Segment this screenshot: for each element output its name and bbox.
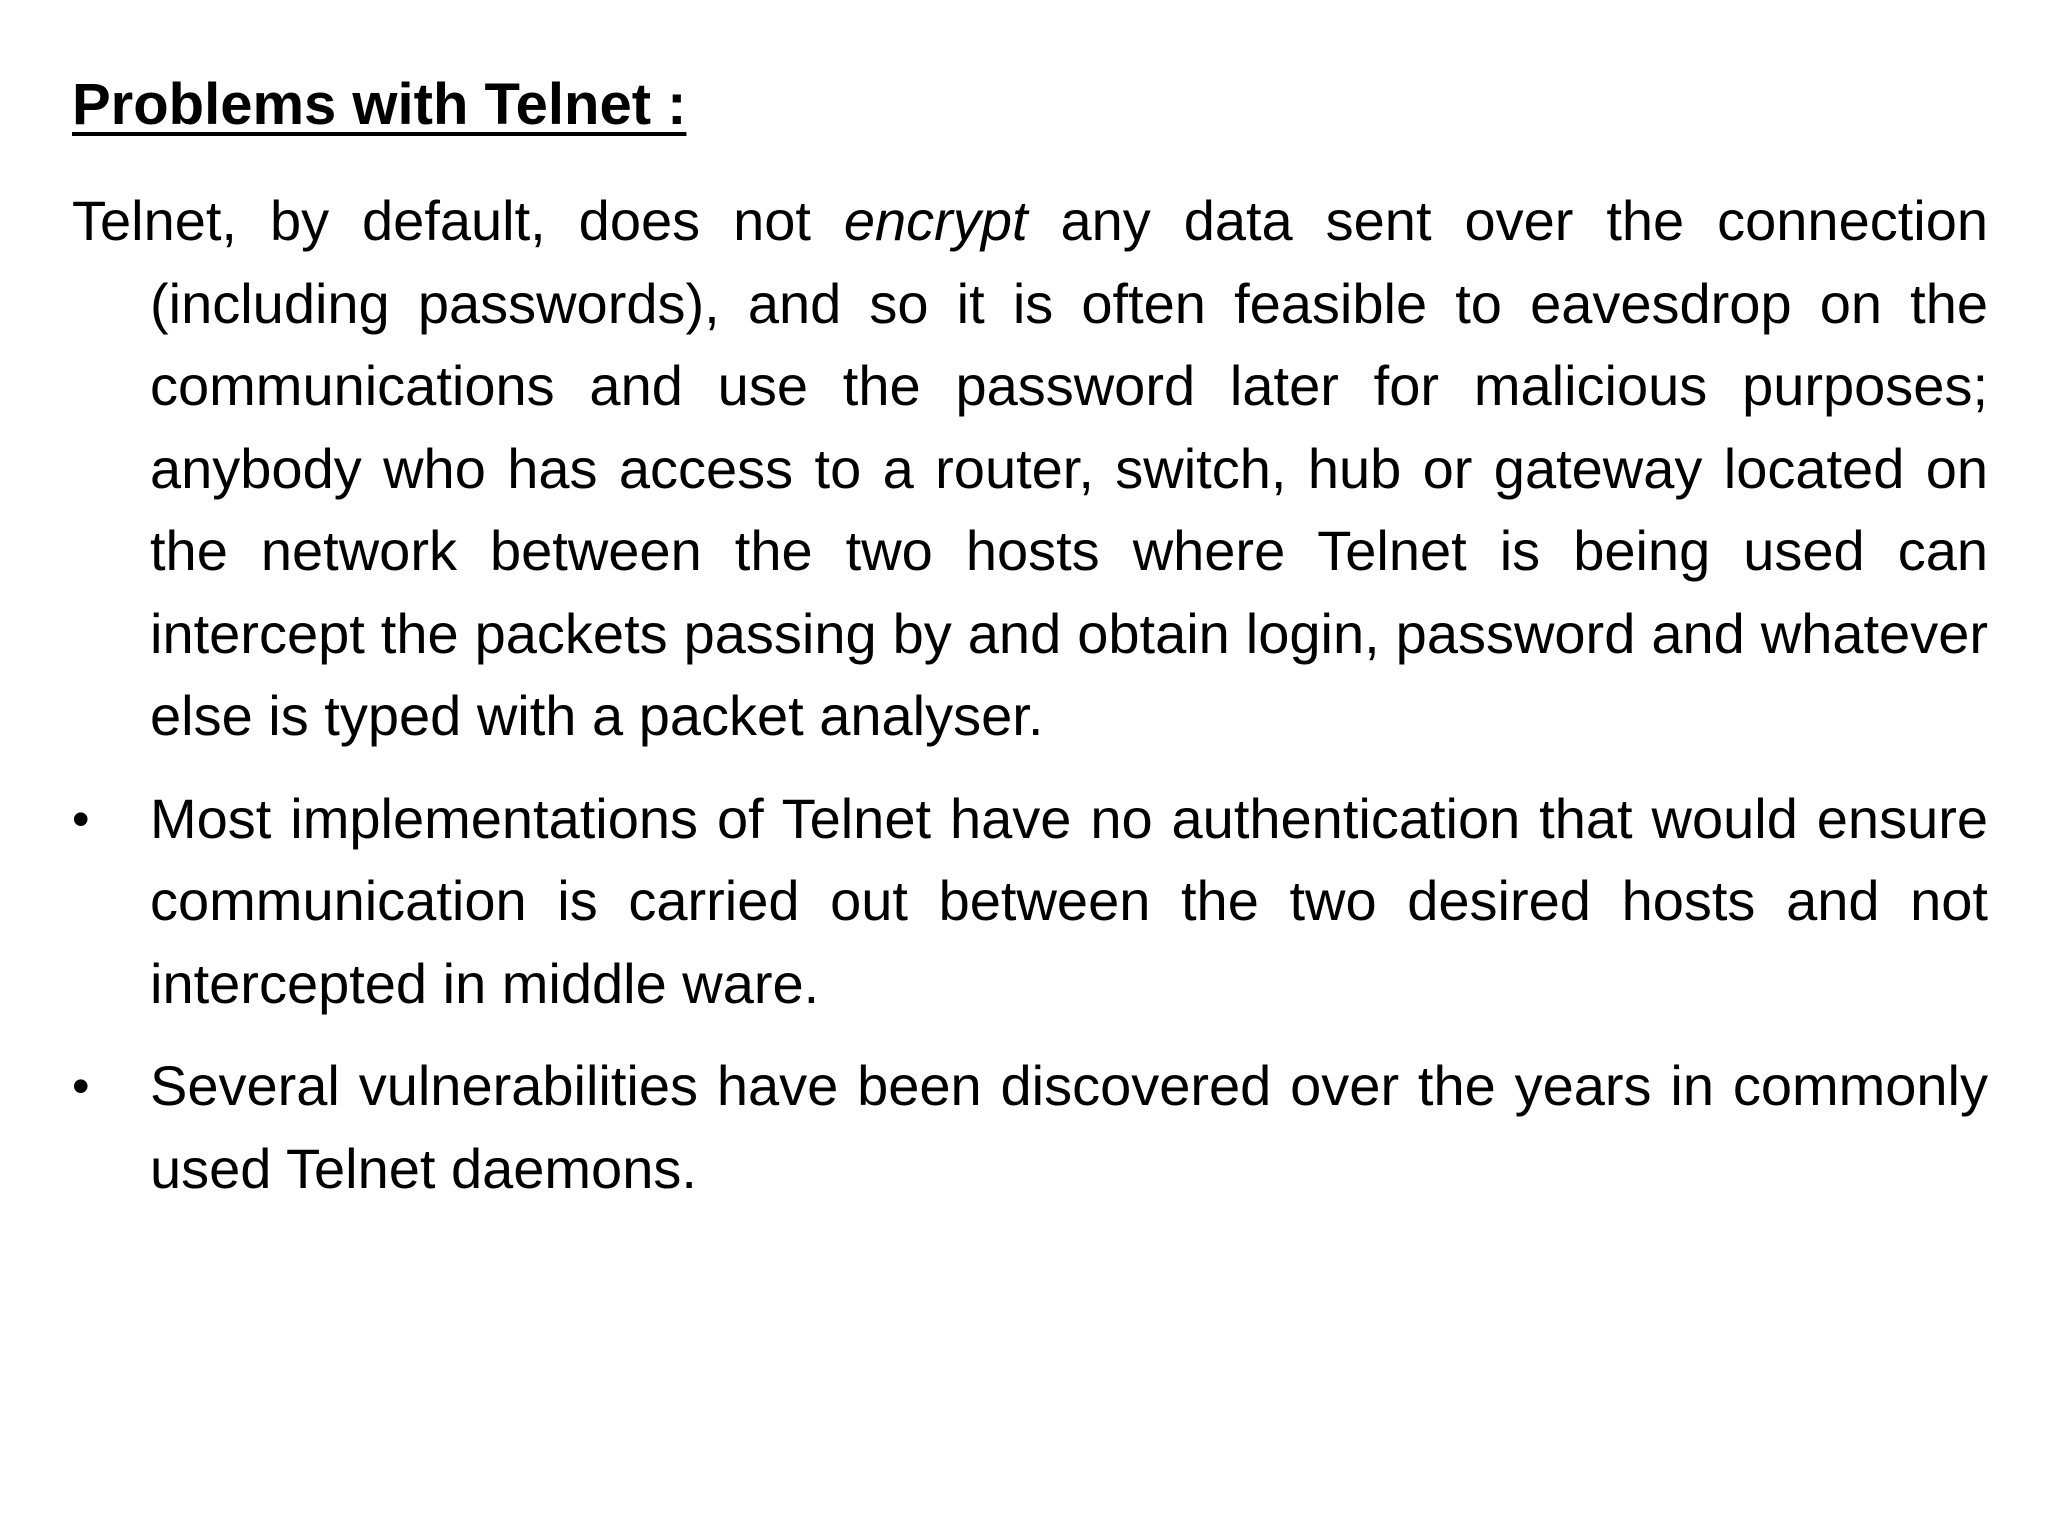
- bullet-item-authentication: [72, 778, 1988, 1026]
- bullet-icon: •: [72, 790, 90, 847]
- intro-text-end: any data sent over the connection (including passwords), and so it is often feasible to eavesdrop on the communications and use the password later for malicious purposes; anybody who has access to a router, switch, hub or gateway located on the network between the two hosts where Telnet is being used can intercept the packets passing by and obtain login, password and whatever else is typed with a packet analyser.: [150, 189, 1989, 747]
- intro-paragraph: [72, 180, 1988, 758]
- bullet-item-vulnerabilities: [72, 1045, 1988, 1210]
- bullet-icon: •: [72, 1058, 90, 1114]
- bullet-text: Most implementations of Telnet have no authentication that would ensure communication is carried out between the two desired hosts and not intercepted in middle ware.: [150, 786, 1988, 1015]
- bullet-text: Several vulnerabilities have been discovered over the years in commonly used Telnet daemons.: [150, 1054, 1988, 1200]
- slide-body: [72, 180, 1988, 1230]
- slide-title: Problems with Telnet :: [72, 72, 687, 137]
- intro-text-start: Telnet, by default, does not: [72, 189, 844, 252]
- intro-emphasis: encrypt: [843, 189, 1028, 252]
